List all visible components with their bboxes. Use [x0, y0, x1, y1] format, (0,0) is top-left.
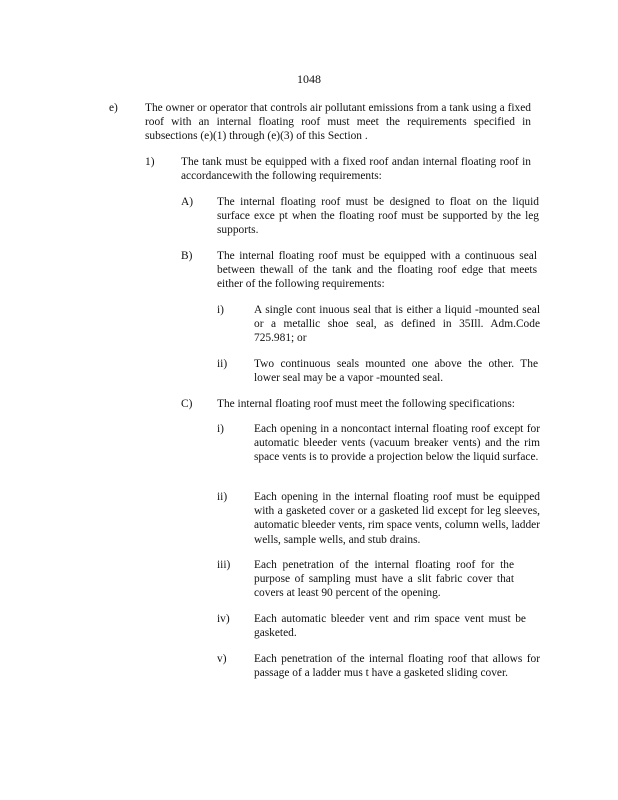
item-label: C) — [181, 398, 193, 410]
item-text: Each automatic bleeder vent and rim space vent must be gasketed. — [254, 613, 526, 640]
item-text: The tank must be equipped with a fixed roof andan internal floating roof in accordancewith the following requirements: — [181, 156, 531, 183]
subsection-label: e) — [109, 102, 118, 114]
item-text: Each penetration of the internal floating roof that allows for passage of a ladder mus t have a gasketed sliding cover. — [254, 653, 540, 680]
item-text: The internal floating roof must meet the following specifications: — [217, 398, 515, 410]
item-label: iii) — [217, 559, 231, 571]
subsection-text: The owner or operator that controls air pollutant emissions from a tank using a fixed roof with an internal floating roof must meet the requirements specified in subsections (e)(1) through (e)(3) of this Section . — [145, 102, 531, 143]
item-label: i) — [217, 304, 224, 316]
item-label: 1) — [145, 156, 155, 168]
page-number: 1048 — [297, 72, 321, 86]
item-label: ii) — [217, 491, 228, 503]
item-text: Each opening in a noncontact internal floating roof except for automatic bleeder vents (vacuum breaker vents) and the rim space vents is to provide a projection below the liquid surface. — [254, 423, 540, 464]
item-text: Each opening in the internal floating roof must be equipped with a gasketed cover or a gasketed lid except for leg sleeves, automatic bleeder vents, rim space vents, column wells, ladder wells, sample wells, and stub drains. — [254, 491, 540, 546]
item-label: B) — [181, 250, 193, 262]
item-label: ii) — [217, 358, 228, 370]
item-label: A) — [181, 196, 194, 208]
item-label: v) — [217, 653, 227, 665]
item-text: The internal floating roof must be designed to float on the liquid surface exce pt when the floating roof must be supported by the leg supports. — [217, 196, 539, 237]
item-text: The internal floating roof must be equipped with a continuous seal between thewall of the tank and the floating roof edge that meets either of the following requirements: — [217, 250, 537, 291]
item-label: i) — [217, 423, 224, 435]
item-text: Two continuous seals mounted one above the other. The lower seal may be a vapor -mounted seal. — [254, 358, 538, 385]
item-text: Each penetration of the internal floating roof for the purpose of sampling must have a slit fabric cover that covers at least 90 percent of the opening. — [254, 559, 514, 600]
item-text: A single cont inuous seal that is either a liquid -mounted seal or a metallic shoe seal, as defined in 35Ill. Adm.Code 725.981; or — [254, 304, 540, 345]
item-label: iv) — [217, 613, 230, 625]
